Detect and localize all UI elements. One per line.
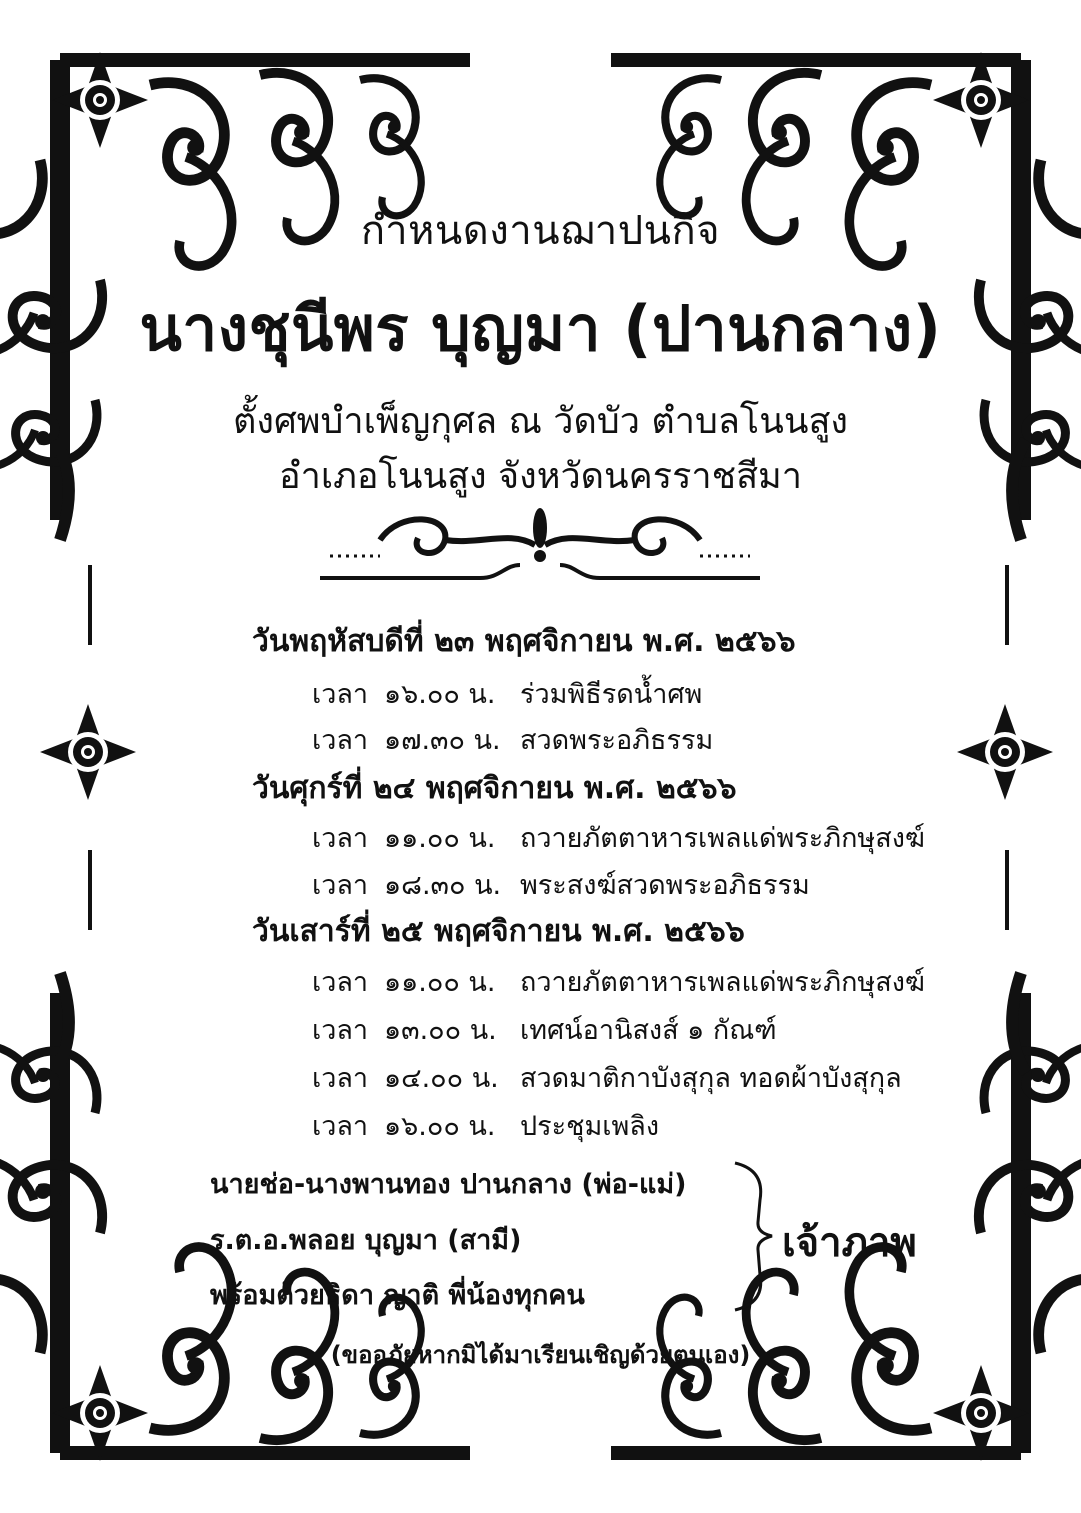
event-activity: ประชุมเพลิง (520, 1111, 660, 1142)
time-label: เวลา (312, 679, 369, 710)
schedule-row (312, 718, 713, 761)
event-time: ๑๖.๐๐ น. (384, 1111, 496, 1142)
time-label: เวลา (312, 967, 369, 998)
schedule-day-2: วันศุกร์ที่ ๒๔ พฤศจิกายน พ.ศ. ๒๕๖๖ (252, 771, 737, 806)
time-label: เวลา (312, 1111, 369, 1142)
flower-ornament-right-icon (957, 704, 1053, 800)
page-title: กำหนดงานฌาปนกิจ (360, 208, 721, 254)
schedule-row (312, 1056, 902, 1099)
event-activity: พระสงฆ์สวดพระอภิธรรม (520, 870, 810, 901)
schedule-row (312, 816, 925, 859)
event-time: ๑๑.๐๐ น. (384, 967, 496, 998)
venue-line-2: อำเภอโนนสูง จังหวัดนครราชสีมา (279, 456, 802, 497)
time-label: เวลา (312, 823, 369, 854)
event-time: ๑๗.๓๐ น. (384, 725, 501, 756)
event-time: ๑๓.๐๐ น. (384, 1015, 497, 1046)
schedule-row (312, 960, 925, 1003)
schedule-row (312, 1104, 659, 1147)
schedule-row (312, 1008, 777, 1051)
event-time: ๑๑.๐๐ น. (384, 823, 496, 854)
schedule-row (312, 672, 702, 715)
schedule-day-3: วันเสาร์ที่ ๒๕ พฤศจิกายน พ.ศ. ๒๕๖๖ (252, 914, 745, 949)
deceased-name: นางชุนีพร บุญมา (ปานกลาง) (139, 292, 942, 365)
apology-note: (ขออภัยหากมิได้มาเรียนเชิญด้วยตนเอง) (330, 1341, 751, 1369)
divider-flourish-icon (320, 508, 760, 578)
left-bar-upper (88, 565, 92, 645)
right-bar-lower (1005, 850, 1009, 930)
flower-ornament-left-icon (40, 704, 136, 800)
host-spouse: ร.ต.อ.พลอย บุญมา (สามี) (210, 1225, 522, 1256)
event-activity: เทศน์อานิสงส์ ๑ กัณฑ์ (520, 1015, 777, 1046)
time-label: เวลา (312, 1063, 369, 1094)
host-relatives: พร้อมด้วยธิดา ญาติ พี่น้องทุกคน (210, 1280, 585, 1311)
event-time: ๑๘.๓๐ น. (384, 870, 502, 901)
event-activity: ถวายภัตตาหารเพลแด่พระภิกษุสงฆ์ (520, 823, 925, 854)
host-parents: นายช่อ-นางพานทอง ปานกลาง (พ่อ-แม่) (210, 1169, 687, 1200)
time-label: เวลา (312, 870, 369, 901)
event-activity: ร่วมพิธีรดน้ำศพ (520, 679, 703, 710)
left-bar-lower (88, 850, 92, 930)
event-activity: ถวายภัตตาหารเพลแด่พระภิกษุสงฆ์ (520, 967, 925, 998)
event-time: ๑๔.๐๐ น. (384, 1063, 499, 1094)
hosts-role: เจ้าภาพ (782, 1220, 917, 1266)
schedule-day-1: วันพฤหัสบดีที่ ๒๓ พฤศจิกายน พ.ศ. ๒๕๖๖ (252, 624, 796, 659)
event-activity: สวดมาติกาบังสุกุล ทอดผ้าบังสุกุล (520, 1063, 902, 1094)
right-bar-upper (1005, 565, 1009, 645)
event-activity: สวดพระอภิธรรม (520, 725, 714, 756)
time-label: เวลา (312, 725, 369, 756)
time-label: เวลา (312, 1015, 369, 1046)
event-time: ๑๖.๐๐ น. (384, 679, 496, 710)
venue-line-1: ตั้งศพบำเพ็ญกุศล ณ วัดบัว ตำบลโนนสูง (232, 401, 849, 442)
schedule-row (312, 863, 810, 906)
